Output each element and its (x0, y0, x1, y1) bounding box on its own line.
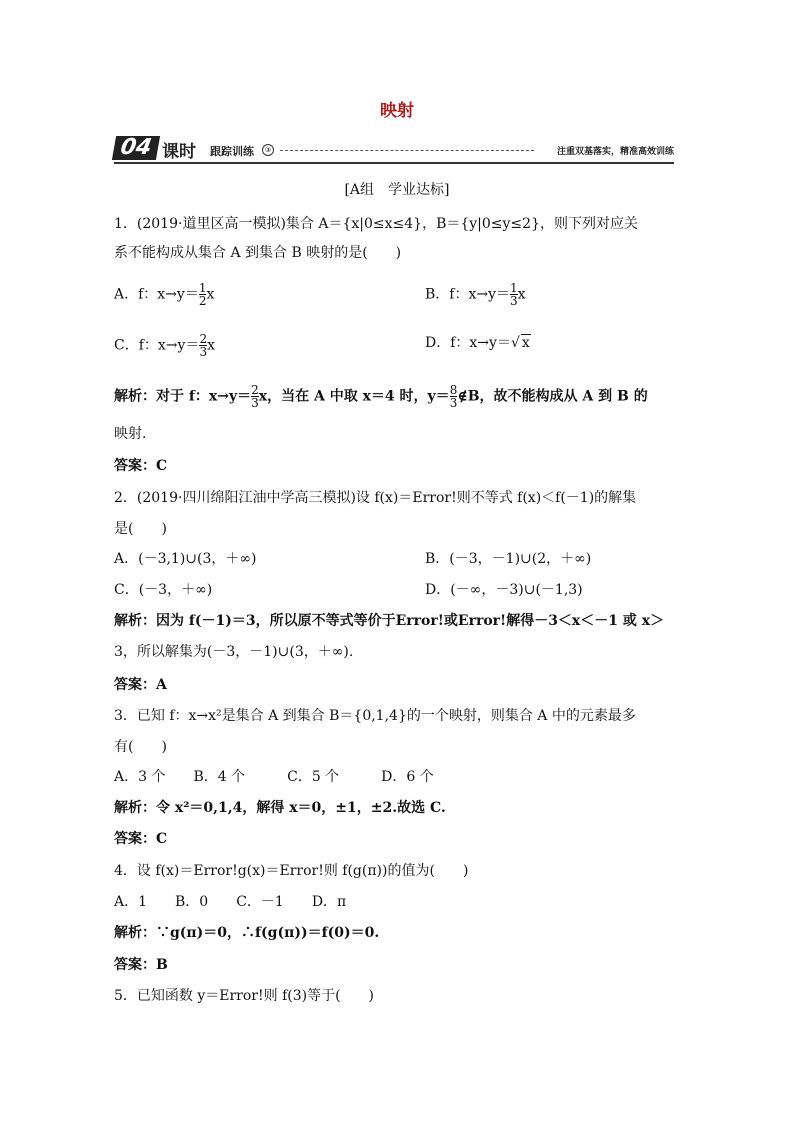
q1-option-a-prefix: A．f：x→y＝ (114, 286, 199, 303)
q1-solution-prefix: 解析：对于 f：x→y＝ (114, 388, 252, 405)
sqrt-icon: √ (510, 335, 520, 351)
banner-rule (114, 162, 674, 164)
q2-option-a: A．(－3,1)∪(3，＋∞) (114, 551, 257, 567)
q3-answer: 答案：C (114, 831, 168, 847)
q2-option-c: C．(－3，＋∞) (114, 582, 213, 598)
numerator: 2 (251, 383, 259, 397)
q1-stem-line1: 1．(2019·道里区高一模拟)集合 A＝{x|0≤x≤4}，B＝{y|0≤y≤2}，则下列对应关 (114, 216, 638, 232)
group-header: [A组 学业达标] (344, 182, 450, 198)
q4-stem: 4．设 f(x)＝Error!g(x)＝Error!则 f(g(π))的值为( ) (114, 863, 469, 879)
denominator: 3 (510, 294, 518, 308)
banner-slogan: 注重双基落实，精准高效训练 (556, 147, 674, 157)
q2-stem-line2: 是( ) (114, 521, 167, 537)
lesson-number: 04 (112, 136, 160, 160)
fraction (199, 333, 207, 358)
q1-option-b-suffix: x (517, 286, 526, 303)
page-title: 映射 (380, 101, 414, 121)
fraction (251, 384, 259, 409)
q2-option-b: B．(－3，－1)∪(2，＋∞) (425, 551, 592, 567)
q2-option-d: D．(－∞，－3)∪(－1,3) (425, 582, 583, 598)
lesson-label: 课时 (162, 142, 196, 162)
radicand: x (521, 335, 530, 351)
banner-subtitle: 跟踪训练 (210, 145, 254, 158)
q2-stem-line1: 2．(2019·四川绵阳江油中学高三模拟)设 f(x)＝Error!则不等式 f(x)＜f(－1)的解集 (114, 490, 637, 506)
q3-stem-line1: 3．已知 f：x→x²是集合 A 到集合 B＝{0,1,4}的一个映射，则集合 A 中的元素最多 (114, 708, 636, 724)
q4-options: A．1 B．0 C．－1 D．π (114, 894, 347, 910)
q1-option-c-prefix: C．f：x→y＝ (114, 337, 200, 354)
fraction (510, 282, 518, 307)
q3-stem-line2: 有( ) (114, 739, 167, 755)
numerator: 8 (449, 383, 458, 397)
q2-answer: 答案：A (114, 677, 167, 693)
q5-stem: 5．已知函数 y＝Error!则 f(3)等于( ) (114, 988, 375, 1004)
numerator: 2 (199, 332, 208, 346)
denominator: 3 (251, 396, 259, 410)
q1-option-d (425, 333, 531, 353)
numerator: 1 (510, 281, 518, 295)
q1-solution-suffix: ∉B，故不能构成从 A 到 B 的 (457, 388, 648, 405)
numerator: 1 (198, 281, 207, 295)
circle-mark-icon: ③ (262, 144, 274, 156)
q3-options: A．3 个 B．4 个 C．5 个 D．6 个 (114, 769, 434, 785)
denominator: 3 (449, 396, 458, 410)
q1-option-a (114, 282, 214, 307)
lesson-banner (114, 136, 674, 166)
q1-option-c-suffix: x (207, 337, 215, 354)
q1-answer: 答案：C (114, 458, 168, 474)
q1-solution-line2: 映射. (114, 426, 147, 442)
banner-dashed-divider (280, 150, 534, 151)
q1-option-a-suffix: x (206, 286, 215, 303)
q2-solution-line2: 3，所以解集为(－3，－1)∪(3，＋∞). (114, 644, 354, 660)
q3-solution: 解析：令 x²＝0,1,4，解得 x＝0，±1，±2.故选 C. (114, 800, 446, 816)
q1-option-b-prefix: B．f：x→y＝ (425, 286, 511, 303)
q1-option-d-prefix: D．f：x→y＝ (425, 335, 511, 351)
q1-stem-line2: 系不能构成从集合 A 到集合 B 映射的是( ) (114, 245, 402, 261)
q1-solution-middle: x，当在 A 中取 x＝4 时，y＝ (258, 388, 450, 405)
q2-solution-line1: 解析：因为 f(－1)＝3，所以原不等式等价于Error!或Error!解得－3＜x＜－1 或 x＞ (114, 613, 665, 629)
q1-option-c (114, 333, 215, 358)
q4-solution: 解析：∵g(π)＝0，∴f(g(π))＝f(0)＝0. (114, 925, 380, 941)
denominator: 3 (199, 345, 208, 359)
q1-option-b (425, 282, 526, 307)
q4-answer: 答案：B (114, 957, 168, 973)
denominator: 2 (198, 294, 207, 308)
q1-solution-line1 (114, 384, 648, 409)
